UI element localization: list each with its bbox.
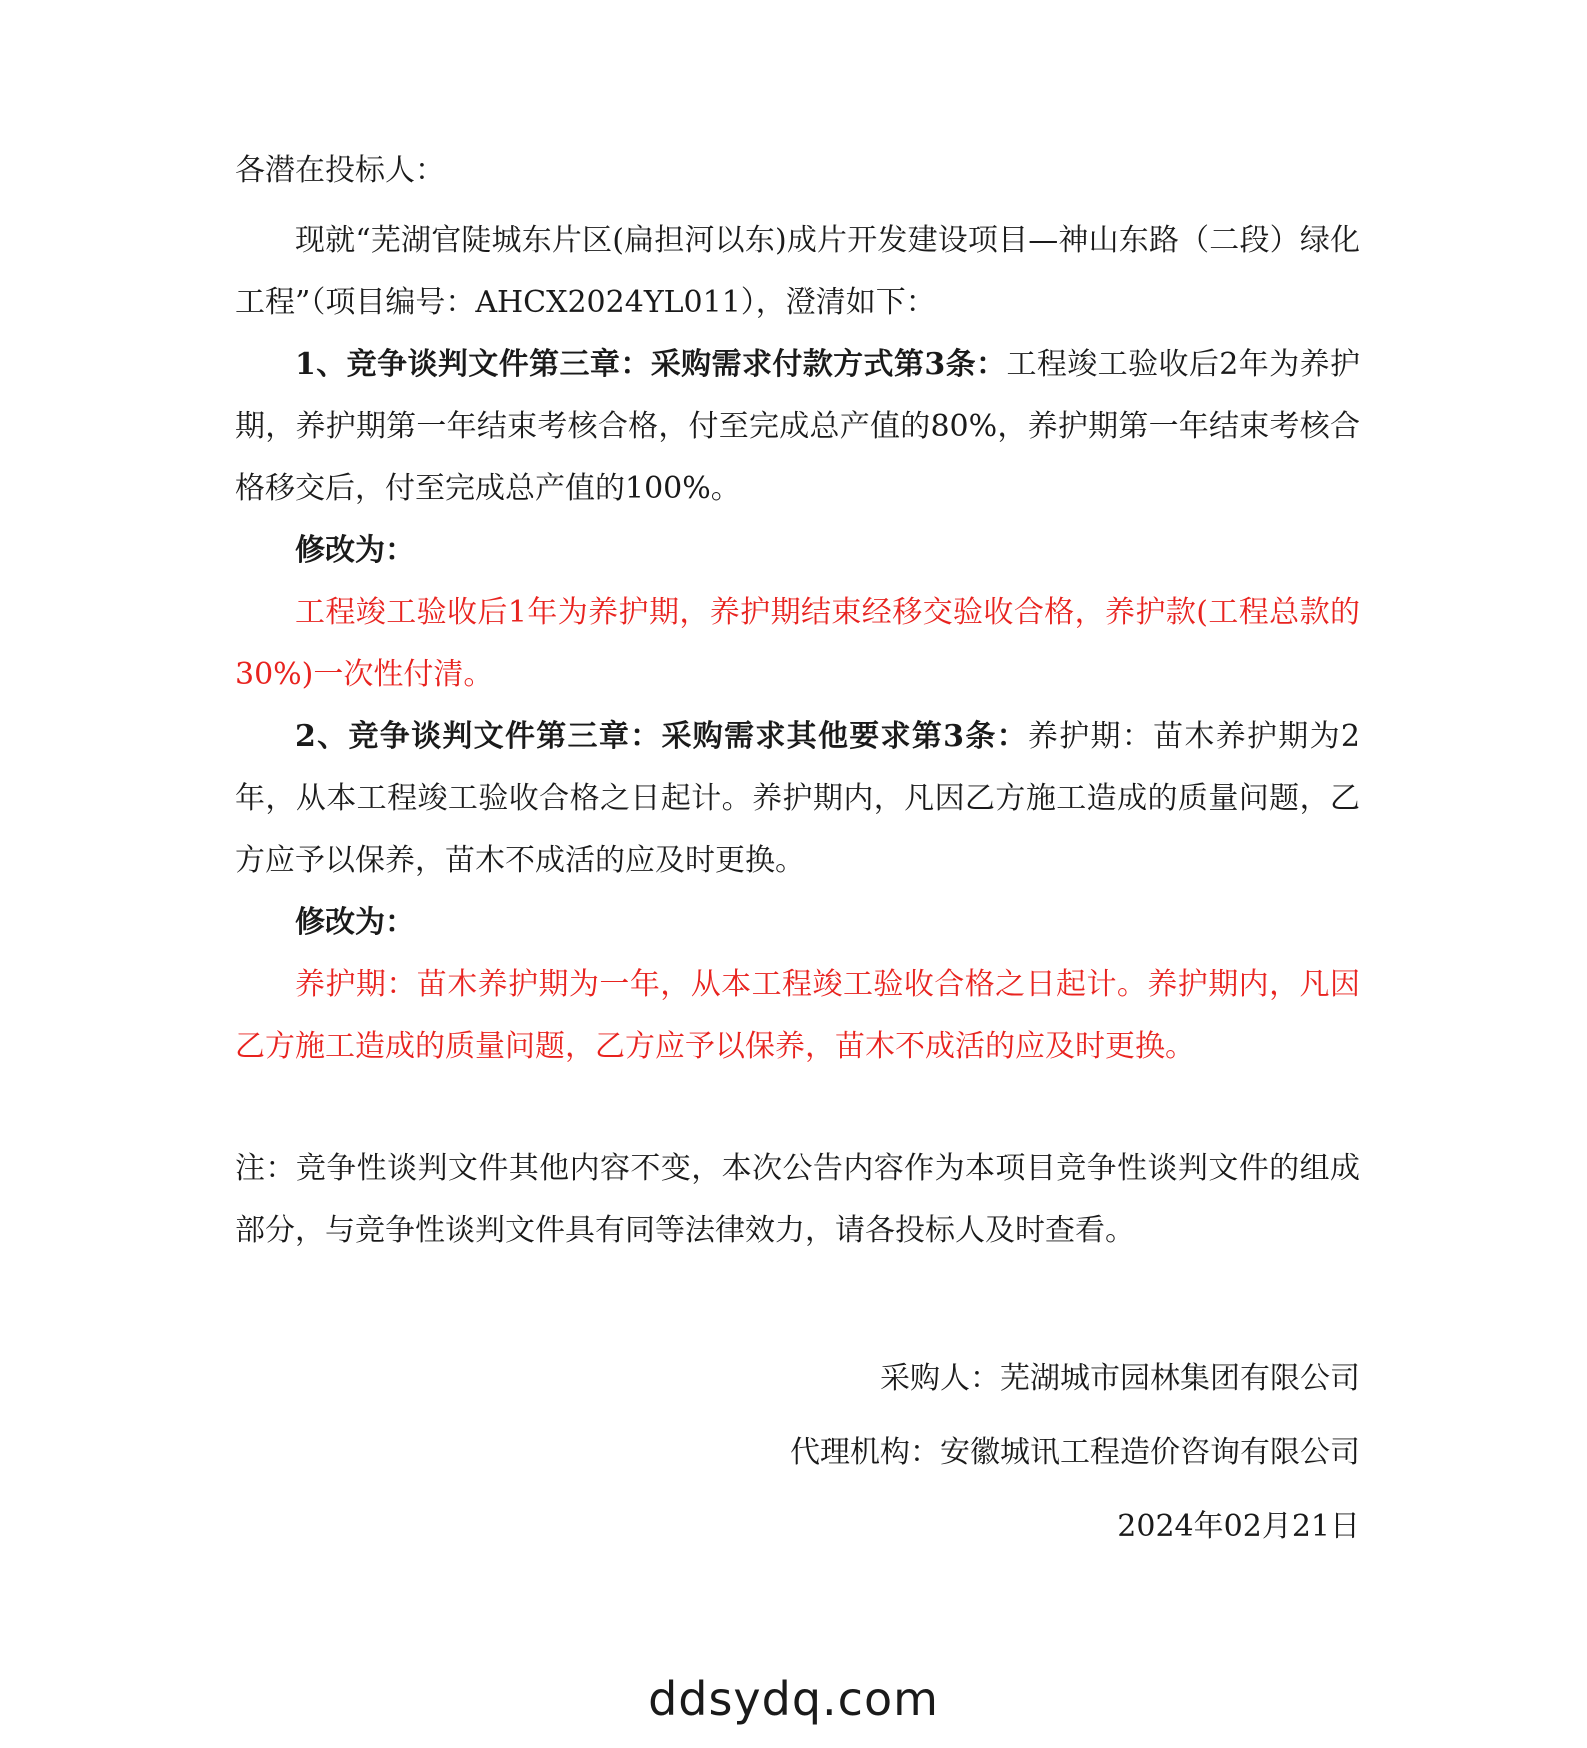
spacer [235, 1078, 1360, 1138]
date-line: 2024年02月21日 [1117, 1509, 1360, 1544]
intro-paragraph: 现就“芜湖官陡城东片区(扁担河以东)成片开发建设项目—神山东路（二段）绿化工程”（项目编号：AHCX2024YL011），澄清如下： [235, 223, 1360, 320]
item-1-original-text: 工程竣工验收后2年为养护期，养护期第一年结束考核合格，付至完成总产值的80%，养护期第一年结束考核合格移交后，付至完成总产值的100%。 [235, 347, 1361, 506]
item-2-revised-text: 养护期：苗木养护期为一年，从本工程竣工验收合格之日起计。养护期内，凡因乙方施工造成的质量问题，乙方应予以保养，苗木不成活的应及时更换。 [235, 967, 1360, 1064]
spacer [235, 1262, 1360, 1342]
salutation: 各潜在投标人： [235, 153, 445, 188]
purchaser-line: 采购人：芜湖城市园林集团有限公司 [880, 1361, 1360, 1396]
item-1-paragraph [235, 334, 1360, 520]
item-2-paragraph [235, 706, 1360, 892]
item-1-modify-label: 修改为： [295, 533, 415, 568]
item-2-original-text: 养护期：苗木养护期为2年，从本工程竣工验收合格之日起计。养护期内，凡因乙方施工造成的质量问题，乙方应予以保养，苗木不成活的应及时更换。 [235, 719, 1360, 878]
note-paragraph: 注：竞争性谈判文件其他内容不变，本次公告内容作为本项目竞争性谈判文件的组成部分，与竞争性谈判文件具有同等法律效力，请各投标人及时查看。 [235, 1151, 1360, 1248]
watermark-text: ddsydq.com [648, 1672, 939, 1726]
agency-line: 代理机构：安徽城讯工程造价咨询有限公司 [790, 1435, 1360, 1470]
item-1-heading: 1、竞争谈判文件第三章：采购需求付款方式第3条： [295, 347, 1007, 382]
item-1-revised-text: 工程竣工验收后1年为养护期，养护期结束经移交验收合格，养护款(工程总款的30%)一次性付清。 [235, 595, 1360, 692]
item-2-modify-label: 修改为： [295, 905, 415, 940]
document-page [235, 140, 1360, 1564]
item-2-heading: 2、竞争谈判文件第三章：采购需求其他要求第3条： [295, 719, 1028, 754]
